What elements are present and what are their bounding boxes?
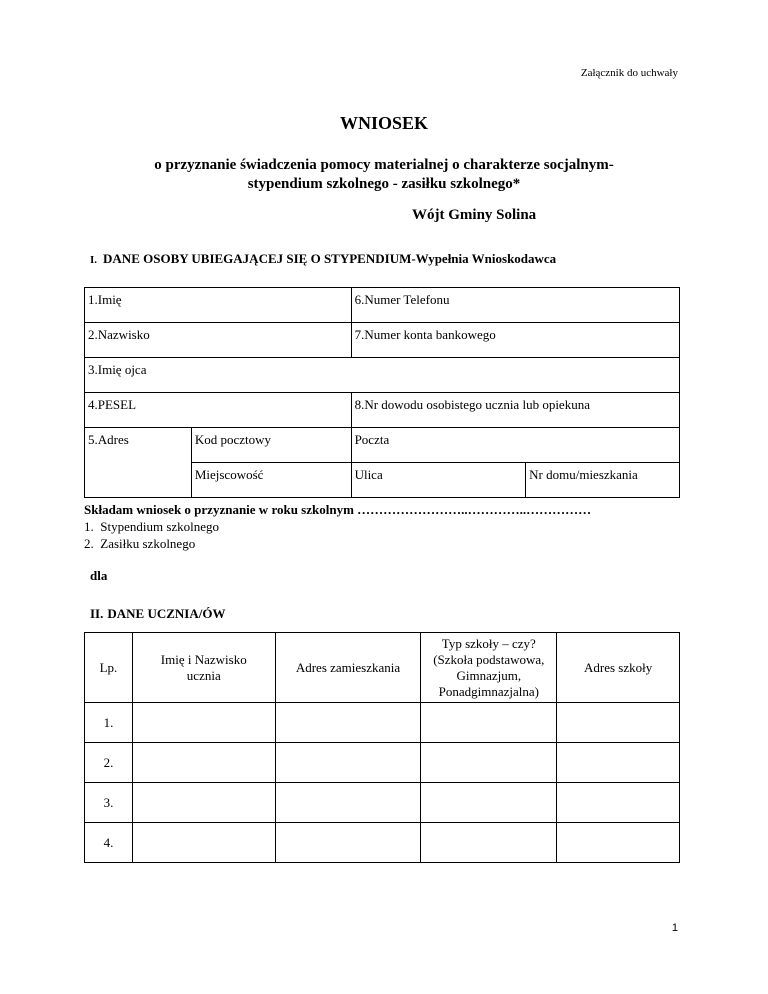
row-number: 1. <box>85 703 133 743</box>
section2-title: DANE UCZNIA/ÓW <box>107 606 226 621</box>
col-school-line2: (Szkoła podstawowa, <box>433 651 545 667</box>
post-office-field[interactable]: Poczta <box>351 428 679 463</box>
option-allowance: 2. Zasiłku szkolnego <box>84 536 196 551</box>
addressee: Wójt Gminy Solina <box>412 207 537 223</box>
student-name-cell[interactable] <box>132 743 275 783</box>
col-school-line4: Ponadgimnazjalna) <box>438 683 539 699</box>
col-school-line3: Gimnazjum, <box>456 667 522 683</box>
surname-field[interactable]: 2.Nazwisko <box>85 323 352 358</box>
col-school-address-header: Adres szkoły <box>557 633 680 703</box>
address-label: 5.Adres <box>85 428 192 498</box>
document-subtitle-line1: o przyznanie świadczenia pomocy materialnej o charakterze socjalnym- <box>154 157 614 173</box>
first-name-field[interactable]: 1.Imię <box>85 288 352 323</box>
col-address-header: Adres zamieszkania <box>275 633 421 703</box>
locality-field[interactable]: Miejscowość <box>191 463 351 498</box>
section2-number: II. <box>90 606 104 621</box>
school-address-cell[interactable] <box>557 783 680 823</box>
col-lp-header: Lp. <box>85 633 133 703</box>
document-subtitle-line2: stypendium szkolnego - zasiłku szkolnego* <box>247 176 521 192</box>
student-name-cell[interactable] <box>132 703 275 743</box>
student-address-cell[interactable] <box>275 743 421 783</box>
col-name-line1: Imię i Nazwisko <box>160 651 247 667</box>
school-address-cell[interactable] <box>557 743 680 783</box>
id-card-field[interactable]: 8.Nr dowodu osobistego ucznia lub opiekuna <box>351 393 679 428</box>
student-name-cell[interactable] <box>132 823 275 863</box>
pesel-field[interactable]: 4.PESEL <box>85 393 352 428</box>
col-school-type-header <box>421 633 557 703</box>
section1-number: I. <box>90 254 98 266</box>
col-name-header <box>132 633 275 703</box>
house-number-field[interactable]: Nr domu/mieszkania <box>526 463 680 498</box>
school-type-cell[interactable] <box>421 823 557 863</box>
school-type-cell[interactable] <box>421 703 557 743</box>
section2-heading <box>90 606 225 622</box>
row-number: 4. <box>85 823 133 863</box>
school-type-cell[interactable] <box>421 743 557 783</box>
school-type-cell[interactable] <box>421 783 557 823</box>
row-number: 3. <box>85 783 133 823</box>
father-name-field[interactable]: 3.Imię ojca <box>85 358 680 393</box>
row-number: 2. <box>85 743 133 783</box>
section1-heading <box>90 251 556 267</box>
student-name-cell[interactable] <box>132 783 275 823</box>
bank-account-field[interactable]: 7.Numer konta bankowego <box>351 323 679 358</box>
student-address-cell[interactable] <box>275 823 421 863</box>
col-name-line2: ucznia <box>186 667 221 683</box>
student-address-cell[interactable] <box>275 703 421 743</box>
page-number: 1 <box>671 922 678 934</box>
postal-code-field[interactable]: Kod pocztowy <box>191 428 351 463</box>
request-line: Składam wniosek o przyznanie w roku szkolnym ……………………..…………..…………… <box>84 502 592 517</box>
option-scholarship: 1. Stypendium szkolnego <box>84 519 220 534</box>
students-table <box>84 632 680 863</box>
school-address-cell[interactable] <box>557 823 680 863</box>
document-title: WNIOSEK <box>339 113 429 133</box>
phone-field[interactable]: 6.Numer Telefonu <box>351 288 679 323</box>
student-address-cell[interactable] <box>275 783 421 823</box>
col-school-line1: Typ szkoły – czy? <box>441 635 536 651</box>
for-label: dla <box>90 568 108 583</box>
annex-note: Załącznik do uchwały <box>580 67 678 79</box>
section1-title: DANE OSOBY UBIEGAJĄCEJ SIĘ O STYPENDIUM-Wypełnia Wnioskodawca <box>103 251 557 266</box>
street-field[interactable]: Ulica <box>351 463 526 498</box>
applicant-table <box>84 287 680 498</box>
school-address-cell[interactable] <box>557 703 680 743</box>
